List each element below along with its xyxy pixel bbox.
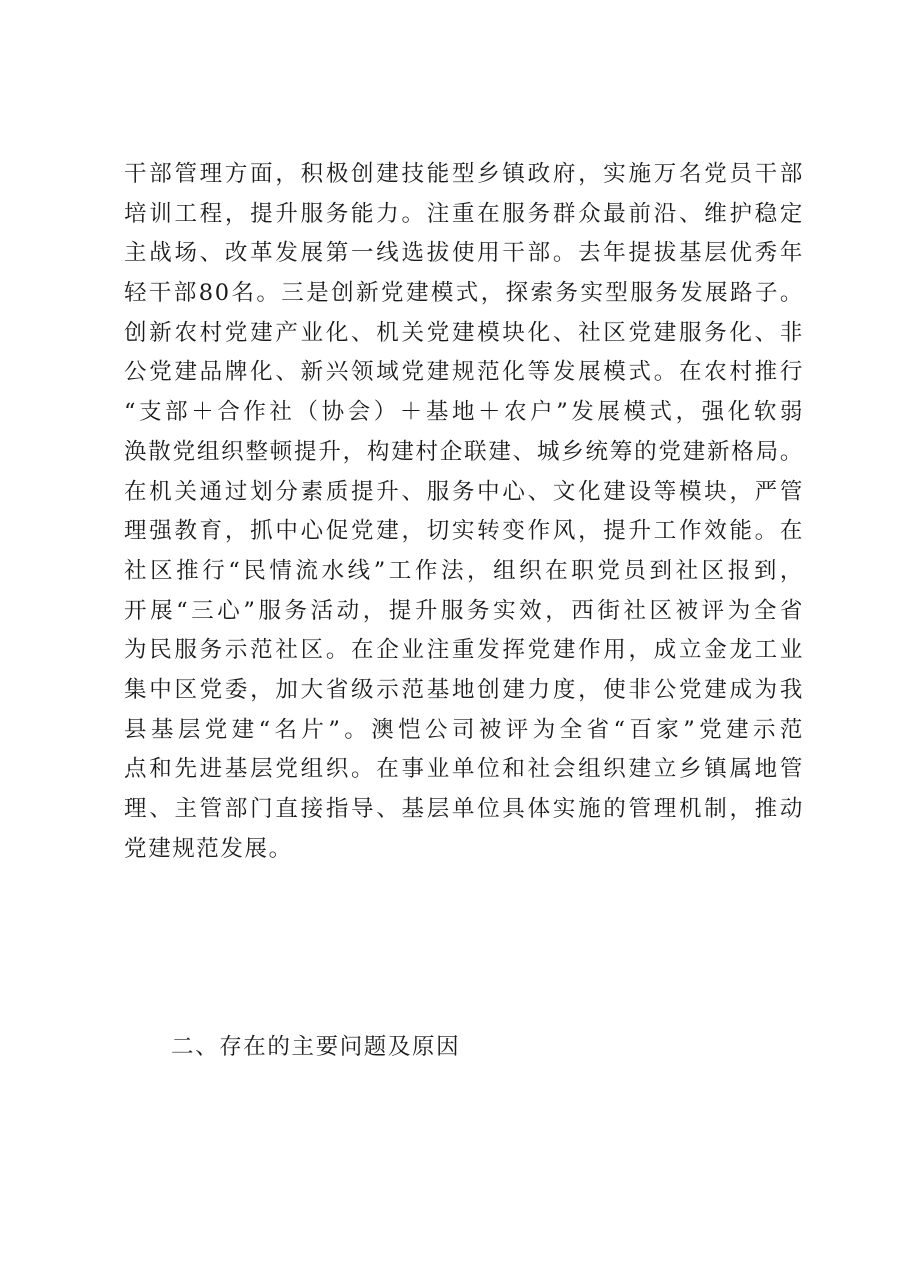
paragraph-line: 涣散党组织整顿提升，构建村企联建、城乡统筹的党建新格局。 [124,438,804,465]
paragraph-line: 创新农村党建产业化、机关党建模块化、社区党建服务化、非 [124,319,804,346]
paragraph-line: 为民服务示范社区。在企业注重发挥党建作用，成立金龙工业 [124,637,804,664]
paragraph-line: 社区推行“民情流水线”工作法，组织在职党员到社区报到， [124,557,804,584]
paragraph-line: 轻干部80名。三是创新党建模式，探索务实型服务发展路子。 [124,280,804,307]
paragraph-line: 县基层党建“名片”。澳恺公司被评为全省“百家”党建示范 [124,716,804,743]
paragraph-line: 在机关通过划分素质提升、服务中心、文化建设等模块，严管 [124,478,804,505]
paragraph-line: 培训工程，提升服务能力。注重在服务群众最前沿、维护稳定 [124,200,804,227]
paragraph-line: 集中区党委，加大省级示范基地创建力度，使非公党建成为我 [124,676,804,703]
paragraph-line: 开展“三心”服务活动，提升服务实效，西街社区被评为全省 [124,597,804,624]
paragraph-line: 主战场、改革发展第一线选拔使用干部。去年提拔基层优秀年 [124,240,804,267]
paragraph-line: 公党建品牌化、新兴领域党建规范化等发展模式。在农村推行 [124,359,804,386]
body-paragraph [124,155,804,869]
section-heading: 二、存在的主要问题及原因 [171,1034,461,1060]
paragraph-line: “支部＋合作社（协会）＋基地＋农户”发展模式，强化软弱 [124,399,804,426]
paragraph-line: 干部管理方面，积极创建技能型乡镇政府，实施万名党员干部 [124,161,804,187]
paragraph-line-last: 党建规范发展。 [124,835,293,862]
paragraph-line: 理、主管部门直接指导、基层单位具体实施的管理机制，推动 [124,796,804,822]
paragraph-line: 理强教育，抓中心促党建，切实转变作风，提升工作效能。在 [124,518,804,545]
paragraph-line: 点和先进基层党组织。在事业单位和社会组织建立乡镇属地管 [124,756,804,783]
